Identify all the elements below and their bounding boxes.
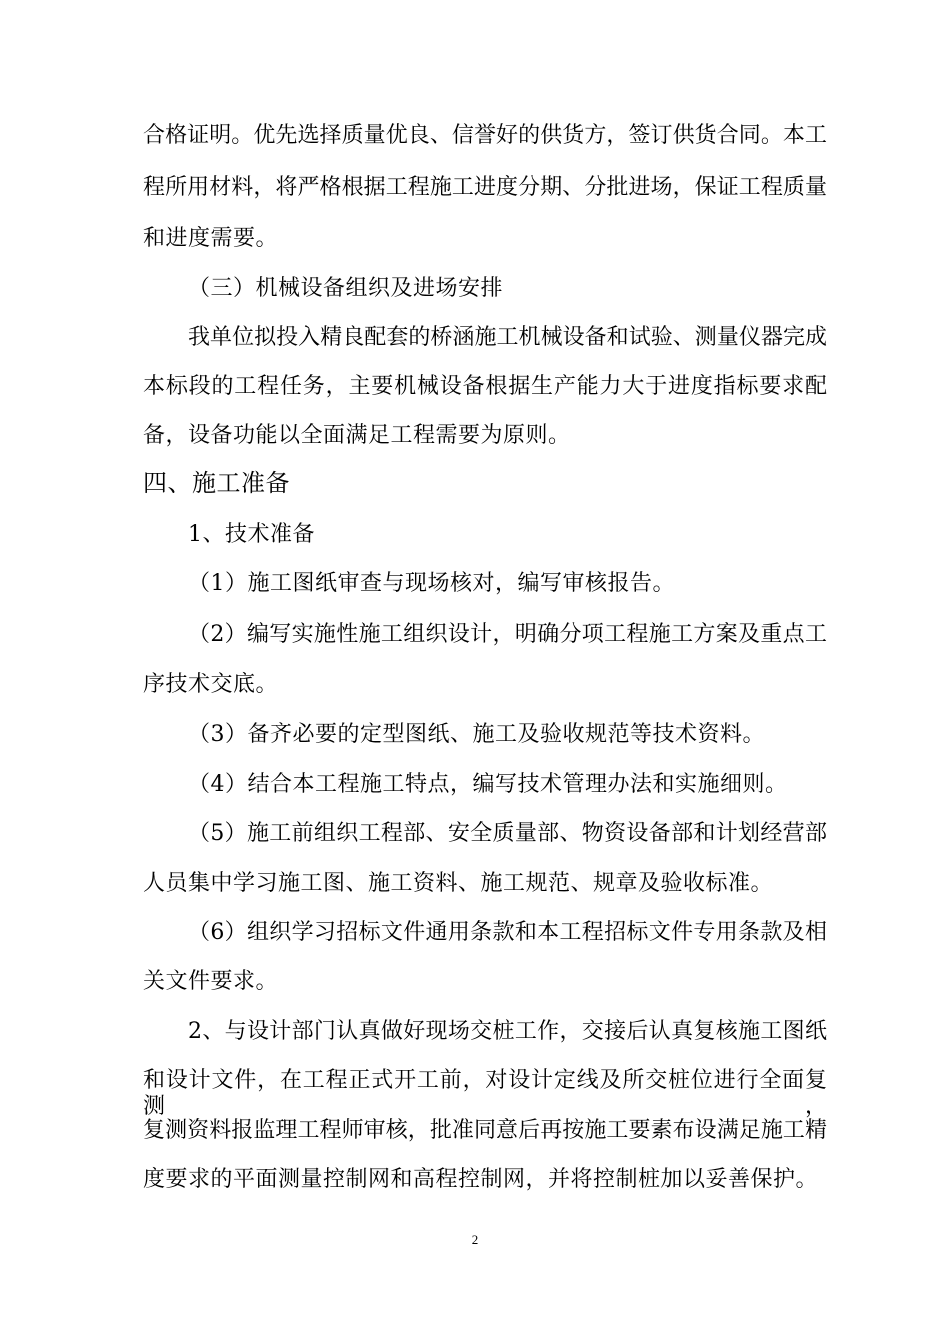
subsection-heading: 1、技术准备 — [188, 522, 315, 547]
paragraph-line: 合格证明。优先选择质量优良、信誉好的供货方，签订供货合同。本工 — [143, 123, 827, 148]
list-item: （2）编写实施性施工组织设计，明确分项工程施工方案及重点工 — [188, 622, 827, 647]
list-item: （6）组织学习招标文件通用条款和本工程招标文件专用条款及相 — [188, 920, 827, 945]
paragraph-line: 2、与设计部门认真做好现场交桩工作，交接后认真复核施工图纸 — [188, 1019, 827, 1044]
paragraph-line: 和进度需要。 — [143, 226, 279, 251]
list-item: （1）施工图纸审查与现场核对，编写审核报告。 — [188, 571, 675, 596]
list-item: （3）备齐必要的定型图纸、施工及验收规范等技术资料。 — [188, 722, 765, 747]
list-item-continuation: 人员集中学习施工图、施工资料、施工规范、规章及验收标准。 — [143, 871, 774, 896]
list-item: （5）施工前组织工程部、安全质量部、物资设备部和计划经营部 — [188, 821, 827, 846]
paragraph-line: 复测资料报监理工程师审核，批准同意后再按施工要素布设满足施工精 — [143, 1118, 827, 1143]
paragraph-line: 备，设备功能以全面满足工程需要为原则。 — [143, 423, 571, 448]
paragraph-line: 程所用材料，将严格根据工程施工进度分期、分批进场，保证工程质量 — [143, 175, 827, 200]
section-subheading: （三）机械设备组织及进场安排 — [188, 276, 504, 301]
page-number: 2 — [471, 1232, 479, 1247]
paragraph-line: 和设计文件，在工程正式开工前，对设计定线及所交桩位进行全面复测， — [143, 1068, 827, 1119]
list-item-continuation: 序技术交底。 — [143, 672, 279, 697]
paragraph-line: 本标段的工程任务，主要机械设备根据生产能力大于进度指标要求配 — [143, 374, 827, 399]
list-item-continuation: 关文件要求。 — [143, 969, 279, 994]
paragraph-line: 我单位拟投入精良配套的桥涵施工机械设备和试验、测量仪器完成 — [188, 325, 827, 350]
paragraph-line: 度要求的平面测量控制网和高程控制网，并将控制桩加以妥善保护。 — [143, 1167, 819, 1192]
list-item: （4）结合本工程施工特点，编写技术管理办法和实施细则。 — [188, 772, 788, 797]
section-heading: 四、施工准备 — [143, 469, 290, 497]
